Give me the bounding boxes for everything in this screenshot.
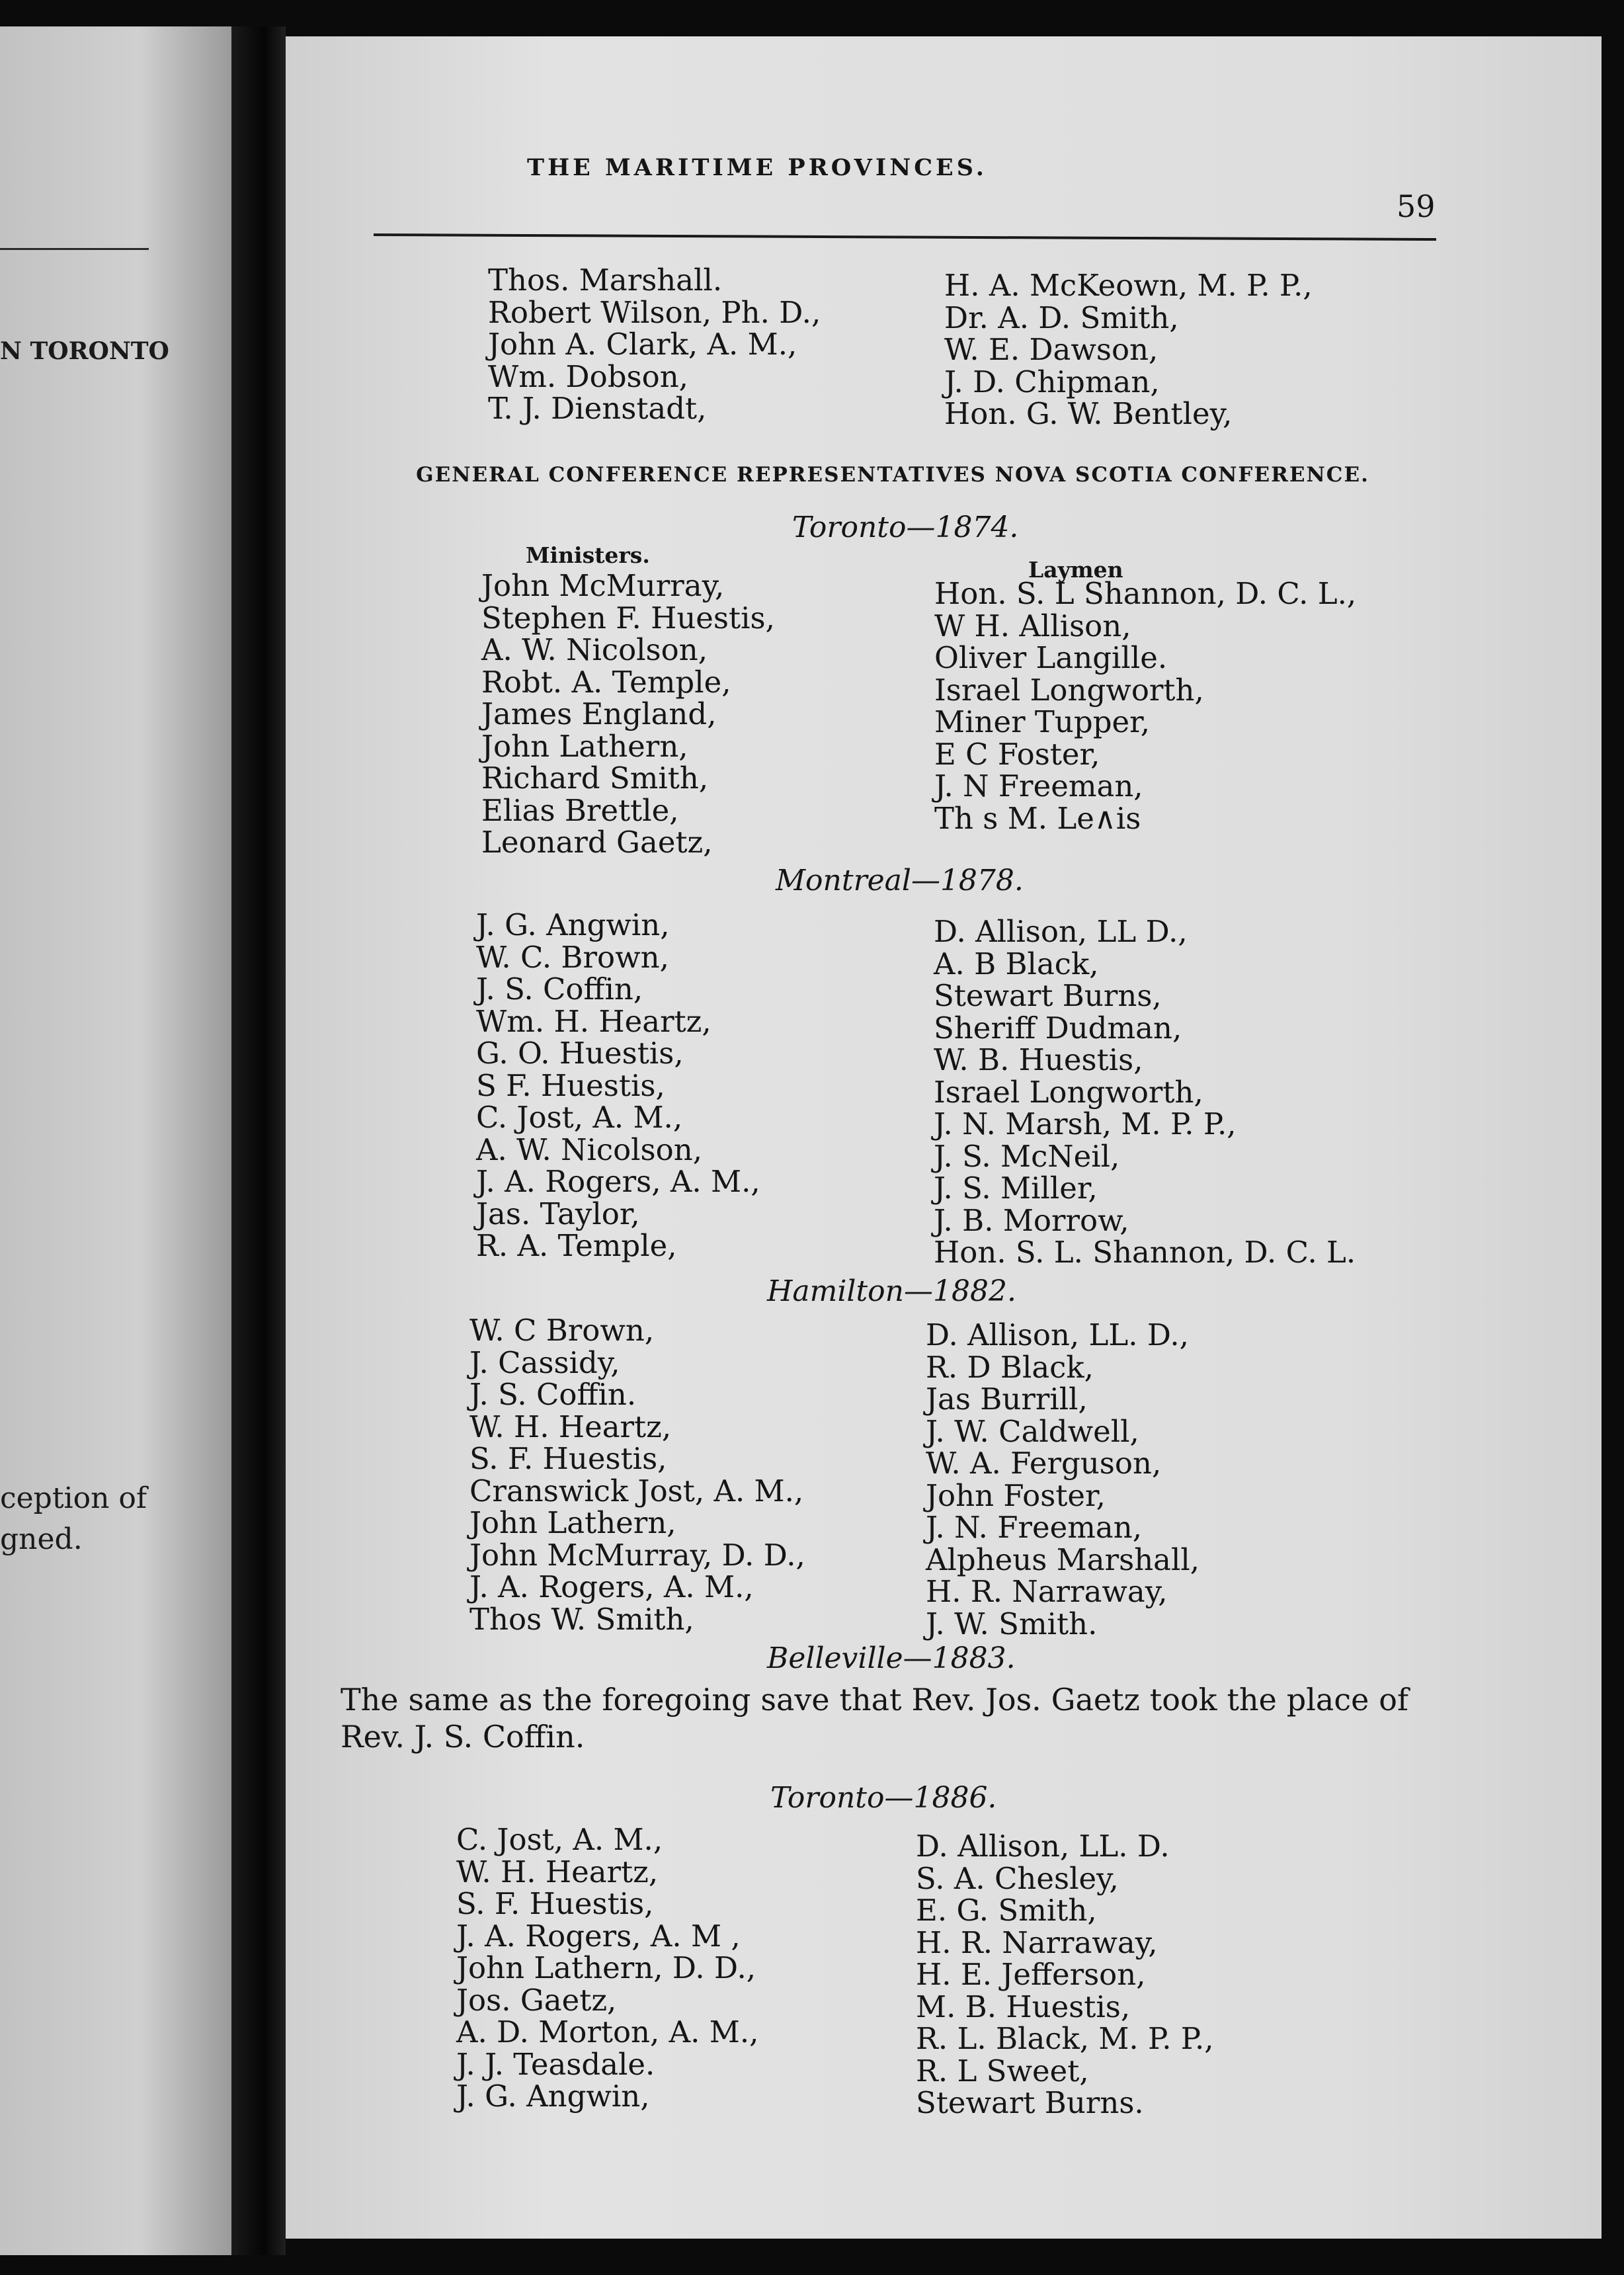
- top-list-right: [944, 270, 1313, 431]
- place-toronto-1874: Toronto—1874.: [792, 511, 1019, 544]
- list-item: J. A. Rogers, A. M ,: [456, 1918, 741, 1954]
- left-page-line-1: ception of: [0, 1481, 147, 1515]
- list-item: C. Jost, A. M.,: [456, 1822, 663, 1857]
- toronto-1886-laymen: [916, 1831, 1214, 2120]
- list-item: J. D. Chipman,: [944, 364, 1160, 399]
- list-item: H. E. Jefferson,: [916, 1957, 1146, 1992]
- montreal-1878-ministers: [476, 909, 760, 1262]
- list-item: G. O. Huestis,: [476, 1036, 684, 1071]
- list-item: J. Cassidy,: [469, 1344, 620, 1380]
- left-page-heading: N TORONTO: [0, 337, 169, 365]
- page-number: 59: [1397, 188, 1436, 224]
- list-item: Robt. A. Temple,: [481, 664, 731, 700]
- list-item: J. W. Smith.: [926, 1606, 1098, 1641]
- list-item: J. N. Freeman,: [926, 1510, 1143, 1545]
- list-item: J. B. Morrow,: [934, 1202, 1129, 1238]
- running-title: THE MARITIME PROVINCES.: [527, 154, 987, 181]
- list-item: J. G. Angwin,: [456, 2079, 650, 2114]
- list-item: R. D Black,: [926, 1349, 1094, 1385]
- list-item: H. R. Narraway,: [926, 1574, 1168, 1609]
- list-item: J. W. Caldwell,: [926, 1413, 1139, 1449]
- ministers-heading: Ministers.: [526, 542, 650, 568]
- list-item: A. W. Nicolson,: [476, 1132, 703, 1167]
- list-item: J. J. Teasdale.: [456, 2046, 655, 2082]
- list-item: H. A. McKeown, M. P. P.,: [944, 268, 1313, 303]
- list-item: W. C. Brown,: [476, 939, 669, 975]
- left-page-fragment: [0, 26, 231, 2255]
- list-item: W. H. Heartz,: [469, 1409, 672, 1444]
- list-item: J. S. Miller,: [934, 1171, 1098, 1206]
- place-montreal-1878: Montreal—1878.: [776, 864, 1024, 897]
- list-item: M. B. Huestis,: [916, 1989, 1131, 2024]
- place-hamilton-1882: Hamilton—1882.: [767, 1274, 1016, 1308]
- hamilton-1882-ministers: [469, 1315, 805, 1635]
- list-item: Israel Longworth,: [934, 672, 1204, 708]
- place-belleville-1883: Belleville—1883.: [767, 1641, 1016, 1675]
- list-item: Thos. Marshall.: [488, 263, 723, 298]
- list-item: Thos W. Smith,: [469, 1601, 694, 1637]
- book-gutter: [231, 26, 286, 2255]
- list-item: S. F. Huestis,: [469, 1441, 667, 1476]
- list-item: Dr. A. D. Smith,: [944, 300, 1179, 335]
- list-item: W. H. Heartz,: [456, 1854, 659, 1889]
- list-item: J. S. McNeil,: [934, 1138, 1120, 1174]
- list-item: A. B Black,: [934, 946, 1099, 981]
- list-item: D. Allison, LL D.,: [934, 914, 1188, 949]
- list-item: John Lathern,: [481, 728, 688, 764]
- list-item: T. J. Dienstadt,: [488, 391, 707, 426]
- list-item: W. C Brown,: [469, 1313, 655, 1348]
- list-item: Israel Longworth,: [934, 1074, 1203, 1110]
- list-item: R. L. Black, M. P. P.,: [916, 2021, 1214, 2056]
- left-page-line-2: gned.: [0, 1522, 83, 1556]
- list-item: John Lathern,: [469, 1505, 676, 1540]
- list-item: S. F. Huestis,: [456, 1886, 654, 1921]
- list-item: John A. Clark, A. M.,: [488, 327, 797, 362]
- list-item: D. Allison, LL. D.,: [926, 1317, 1189, 1352]
- list-item: John McMurray,: [481, 568, 725, 603]
- section-title: GENERAL CONFERENCE REPRESENTATIVES NOVA SCOTIA CONFERENCE.: [416, 463, 1369, 487]
- list-item: S F. Huestis,: [476, 1067, 665, 1103]
- list-item: J. S. Coffin.: [469, 1377, 637, 1412]
- list-item: Wm. Dobson,: [488, 358, 688, 394]
- list-item: J. N. Marsh, M. P. P.,: [934, 1106, 1237, 1141]
- list-item: Jas Burrill,: [926, 1382, 1088, 1417]
- list-item: R. L Sweet,: [916, 2053, 1089, 2089]
- list-item: J. A. Rogers, A. M.,: [476, 1164, 760, 1199]
- list-item: H. R. Narraway,: [916, 1924, 1158, 1960]
- list-item: A. D. Morton, A. M.,: [456, 2014, 759, 2049]
- list-item: J. G. Angwin,: [476, 907, 670, 942]
- list-item: E C Foster,: [934, 736, 1100, 772]
- list-item: C. Jost, A. M.,: [476, 1100, 683, 1135]
- list-item: Alpheus Marshall,: [926, 1542, 1200, 1577]
- list-item: Cranswick Jost, A. M.,: [469, 1473, 804, 1509]
- list-item: Richard Smith,: [481, 761, 709, 796]
- list-item: E. G. Smith,: [916, 1893, 1097, 1928]
- list-item: J. A. Rogers, A. M.,: [469, 1569, 754, 1604]
- list-item: R. A. Temple,: [476, 1228, 677, 1263]
- list-item: W. A. Ferguson,: [926, 1446, 1162, 1481]
- list-item: J. N Freeman,: [934, 768, 1143, 804]
- list-item: John McMurray, D. D.,: [469, 1537, 805, 1573]
- list-item: Oliver Langille.: [934, 640, 1168, 675]
- left-page-rule: [0, 248, 149, 250]
- list-item: John Foster,: [926, 1477, 1106, 1513]
- list-item: J. S. Coffin,: [476, 972, 643, 1007]
- toronto-1874-ministers: [481, 570, 775, 859]
- list-item: D. Allison, LL. D.: [916, 1829, 1170, 1864]
- list-item: Hon. G. W. Bentley,: [944, 396, 1233, 431]
- belleville-note: The same as the foregoing save that Rev. Jos. Gaetz took the place of Rev. J. S. Coffin.: [341, 1682, 1408, 1755]
- list-item: Wm. H. Heartz,: [476, 1003, 711, 1039]
- list-item: A. W. Nicolson,: [481, 632, 708, 667]
- toronto-1886-ministers: [456, 1824, 758, 2113]
- list-item: Jas. Taylor,: [476, 1196, 640, 1231]
- hamilton-1882-laymen: [926, 1319, 1199, 1640]
- list-item: Stewart Burns.: [916, 2085, 1144, 2120]
- list-item: Hon. S. L. Shannon, D. C. L.: [934, 1235, 1356, 1270]
- list-item: Jos. Gaetz,: [456, 1982, 617, 2018]
- list-item: W. E. Dawson,: [944, 332, 1158, 367]
- list-item: Stewart Burns,: [934, 978, 1162, 1013]
- montreal-1878-laymen: [934, 916, 1356, 1269]
- list-item: W H. Allison,: [934, 608, 1131, 643]
- list-item: Sheriff Dudman,: [934, 1010, 1182, 1046]
- list-item: Miner Tupper,: [934, 704, 1151, 739]
- list-item: Leonard Gaetz,: [481, 825, 713, 860]
- list-item: Elias Brettle,: [481, 792, 679, 828]
- list-item: Stephen F. Huestis,: [481, 600, 775, 636]
- laymen-heading: Laymen: [1028, 557, 1123, 583]
- list-item: Hon. S. L Shannon, D. C. L.,: [934, 576, 1357, 611]
- list-item: John Lathern, D. D.,: [456, 1950, 756, 1985]
- list-item: Th s M. Le∧is: [934, 800, 1141, 836]
- list-item: W. B. Huestis,: [934, 1042, 1143, 1077]
- toronto-1874-laymen: [934, 578, 1356, 835]
- list-item: S. A. Chesley,: [916, 1860, 1119, 1896]
- place-toronto-1886: Toronto—1886.: [770, 1781, 997, 1815]
- list-item: Robert Wilson, Ph. D.,: [488, 294, 821, 330]
- list-item: James England,: [481, 696, 717, 731]
- top-list-left: [488, 265, 821, 425]
